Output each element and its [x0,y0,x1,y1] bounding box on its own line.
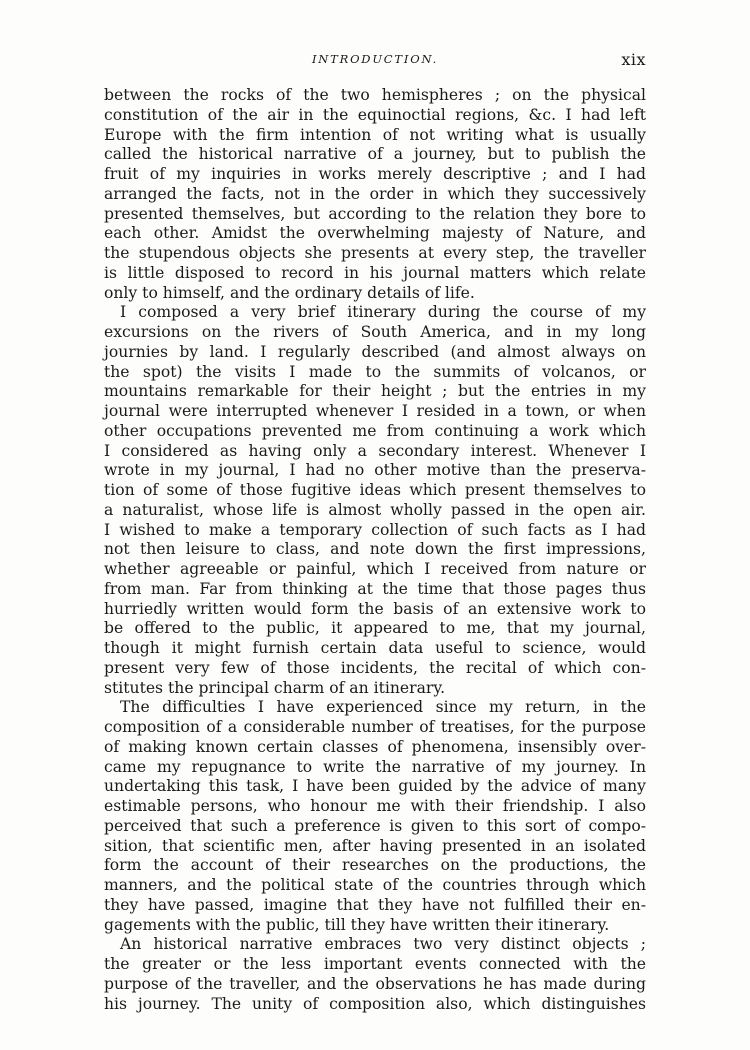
text-line: purpose of the traveller, and the observations he has made during [104,974,646,993]
text-line: perceived that such a preference is given to this sort of compo- [104,816,646,835]
text-line: hurriedly written would form the basis of an extensive work to [104,599,646,618]
text-line: An historical narrative embraces two very distinct objects ; [120,935,646,954]
paragraph [104,698,646,935]
text-line: gagements with the public, till they have written their itinerary. [104,915,610,934]
text-line: between the rocks of the two hemispheres ; on the physical [104,86,646,104]
text-line: constitution of the air in the equinoctial regions, &c. I had left [104,105,646,124]
text-line: each other. Amidst the overwhelming majesty of Nature, and [104,224,646,243]
text-line: a naturalist, whose life is almost wholly passed in the open air. [104,500,646,519]
text-line: mountains remarkable for their height ; but the entries in my [104,382,646,401]
text-line: Europe with the firm intention of not writing what is usually [104,125,646,144]
text-line: called the historical narrative of a journey, but to publish the [104,145,646,164]
text-line: present very few of those incidents, the recital of which con- [104,658,646,677]
text-line: The difficulties I have experienced since my return, in the [120,698,646,717]
text-line: stitutes the principal charm of an itinerary. [104,678,446,697]
text-line: I wished to make a temporary collection of such facts as I had [104,520,646,539]
text-line: estimable persons, who honour me with their friendship. I also [104,797,646,815]
text-line: manners, and the political state of the countries through which [104,876,646,894]
text-line: his journey. The unity of composition also, which distinguishes [104,994,646,1013]
text-line: the stupendous objects she presents at every step, the traveller [104,244,646,262]
paragraph [104,935,646,1014]
text-line: excursions on the rivers of South America, and in my long [104,323,646,341]
text-line: they have passed, imagine that they have not fulfilled their en- [104,895,646,914]
body-text [104,86,646,1014]
text-line: wrote in my journal, I had no other motive than the preserva- [104,461,646,480]
text-line: of making known certain classes of phenomena, insensibly over- [104,737,646,756]
text-line: sition, that scientific men, after having presented in an isolated [104,836,646,855]
text-line: be offered to the public, it appeared to me, that my journal, [104,619,646,638]
page-number: xix [621,50,646,69]
text-line: not then leisure to class, and note down the first impressions, [104,540,646,559]
text-line: only to himself, and the ordinary details of life. [104,283,475,302]
text-line: other occupations prevented me from continuing a work which [104,421,646,440]
paragraph [104,86,646,303]
text-line: I composed a very brief itinerary during the course of my [120,303,646,322]
running-head [104,52,646,72]
text-line: composition of a considerable number of treatises, for the purpose [104,718,646,736]
text-line: whether agreeable or painful, which I received from nature or [104,560,646,578]
text-line: the spot) the visits I made to the summits of volcanos, or [104,362,646,381]
text-line: from man. Far from thinking at the time that those pages thus [104,579,646,598]
text-line: is little disposed to record in his journal matters which relate [104,263,646,282]
text-line: journal were interrupted whenever I resided in a town, or when [104,402,646,420]
text-line: arranged the facts, not in the order in which they successively [104,184,646,203]
text-line: the greater or the less important events connected with the [104,955,646,973]
text-line: journies by land. I regularly described (and almost always on [104,342,646,361]
paragraph [104,303,646,698]
running-title: INTRODUCTION. [311,52,439,66]
text-line: presented themselves, but according to the relation they bore to [104,204,646,223]
text-line: tion of some of those fugitive ideas which present themselves to [104,481,646,499]
text-line: came my repugnance to write the narrative of my journey. In [104,757,646,776]
text-line: I considered as having only a secondary interest. Whenever I [104,441,646,460]
text-line: though it might furnish certain data useful to science, would [104,639,646,657]
text-line: fruit of my inquiries in works merely descriptive ; and I had [104,165,646,183]
text-line: form the account of their researches on the productions, the [104,856,646,875]
text-line: undertaking this task, I have been guided by the advice of many [104,777,646,796]
